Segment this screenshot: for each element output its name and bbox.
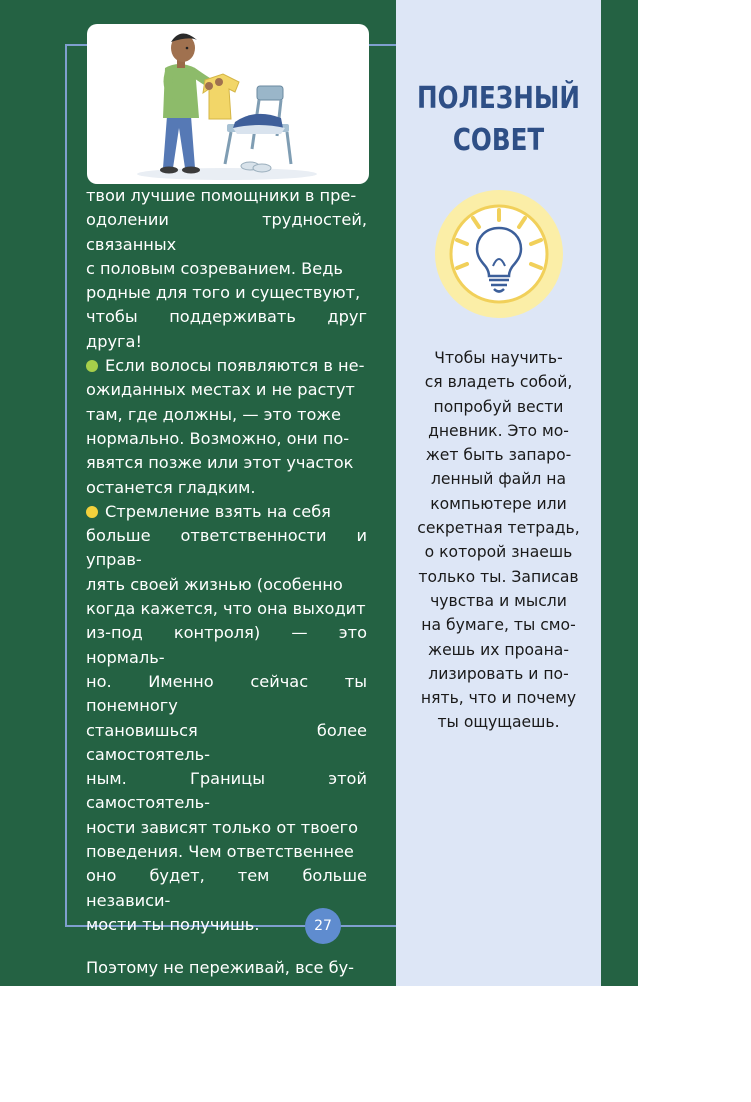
chair-illustration [225, 86, 291, 164]
text-line: утрясется, уляжется, и ты ста- [86, 1006, 352, 1026]
text-line: нормально. Возможно, они по- [86, 428, 350, 448]
text-line: с половым созреванием. Ведь [86, 258, 343, 278]
paragraph-intro [86, 184, 367, 354]
text-line: из-под контроля) — это нормаль- [86, 623, 367, 667]
tip-line: Чтобы научить- [434, 349, 563, 367]
tip-line: компьютере или [430, 494, 567, 513]
tip-line: ся владеть собой, [424, 373, 573, 392]
text-line: становишься более самостоятель- [86, 720, 367, 764]
tip-line: секретная тетрадь, [417, 519, 580, 538]
tip-line: на бумаге, ты смо- [421, 616, 576, 635]
tip-title [414, 78, 582, 162]
tip-line: только ты. Записав [418, 567, 579, 586]
bullet-item-responsibility [86, 500, 367, 937]
tip-line: жет быть запаро- [425, 446, 572, 465]
text-line: мости ты получишь. [86, 914, 260, 934]
lightbulb-icon [429, 188, 569, 320]
tip-line: о которой знаешь [424, 543, 573, 562]
text-line: лять своей жизнью (особенно [86, 574, 343, 594]
tip-line: попробуй вести [433, 397, 564, 416]
tip-line: лизировать и по- [428, 664, 569, 683]
text-line: но. Именно сейчас ты понемногу [86, 671, 367, 716]
boy-figure [160, 33, 215, 173]
text-line: останется гладким. [86, 477, 256, 497]
text-line: одолении трудностей, связанных [86, 210, 367, 254]
paragraph-closing [86, 956, 367, 1102]
text-line: явятся позже или этот участок [86, 453, 354, 473]
boy-illustration [87, 24, 369, 184]
green-bullet-icon [86, 360, 98, 372]
text-line: ловеком! [86, 1079, 165, 1099]
yellow-bullet-icon [86, 506, 98, 518]
tip-title-line: ПОЛЕЗНЫЙ [417, 81, 580, 116]
text-line: ожиданных местах и не растут [86, 380, 355, 400]
tip-line: ленный файл на [430, 470, 567, 489]
bullet-item-hair [86, 354, 367, 500]
text-line: дет хорошо. В конце концов все [86, 982, 364, 1002]
text-line: родные для того и существуют, [86, 283, 361, 303]
text-line: ности зависят только от твоего [86, 817, 359, 837]
tip-title-line: СОВЕТ [452, 123, 545, 158]
tip-sidebar [396, 0, 601, 986]
text-line: ным. Границы этой самостоятель- [86, 769, 367, 813]
tip-line: дневник. Это мо- [428, 421, 569, 440]
tip-body-text [396, 346, 601, 735]
tip-line: чувства и мысли [430, 591, 567, 610]
text-line: Если волосы появляются в не- [105, 356, 365, 376]
text-line: там, где должны, — это тоже [86, 404, 341, 424]
frame-line-left [65, 44, 67, 927]
text-line: Поэтому не переживай, все бу- [86, 958, 355, 978]
tip-line: жешь их проана- [428, 640, 569, 659]
text-line: когда кажется, что она выходит [86, 599, 366, 619]
text-line: больше ответственности и управ- [86, 526, 367, 570]
tip-line: ты ощущаешь. [437, 713, 560, 732]
text-line: твои лучшие помощники в пре- [86, 186, 357, 205]
main-body-text [86, 184, 367, 1102]
text-line: нешь гармоничным взрослым че- [86, 1031, 367, 1075]
text-line: чтобы поддерживать друг друга! [86, 307, 367, 351]
text-line: оно будет, тем больше независи- [86, 866, 367, 910]
page-number-badge: 27 [305, 908, 341, 944]
tip-line: нять, что и почему [420, 689, 577, 708]
text-line: Стремление взять на себя [105, 501, 331, 521]
text-line: поведения. Чем ответственнее [86, 842, 354, 862]
